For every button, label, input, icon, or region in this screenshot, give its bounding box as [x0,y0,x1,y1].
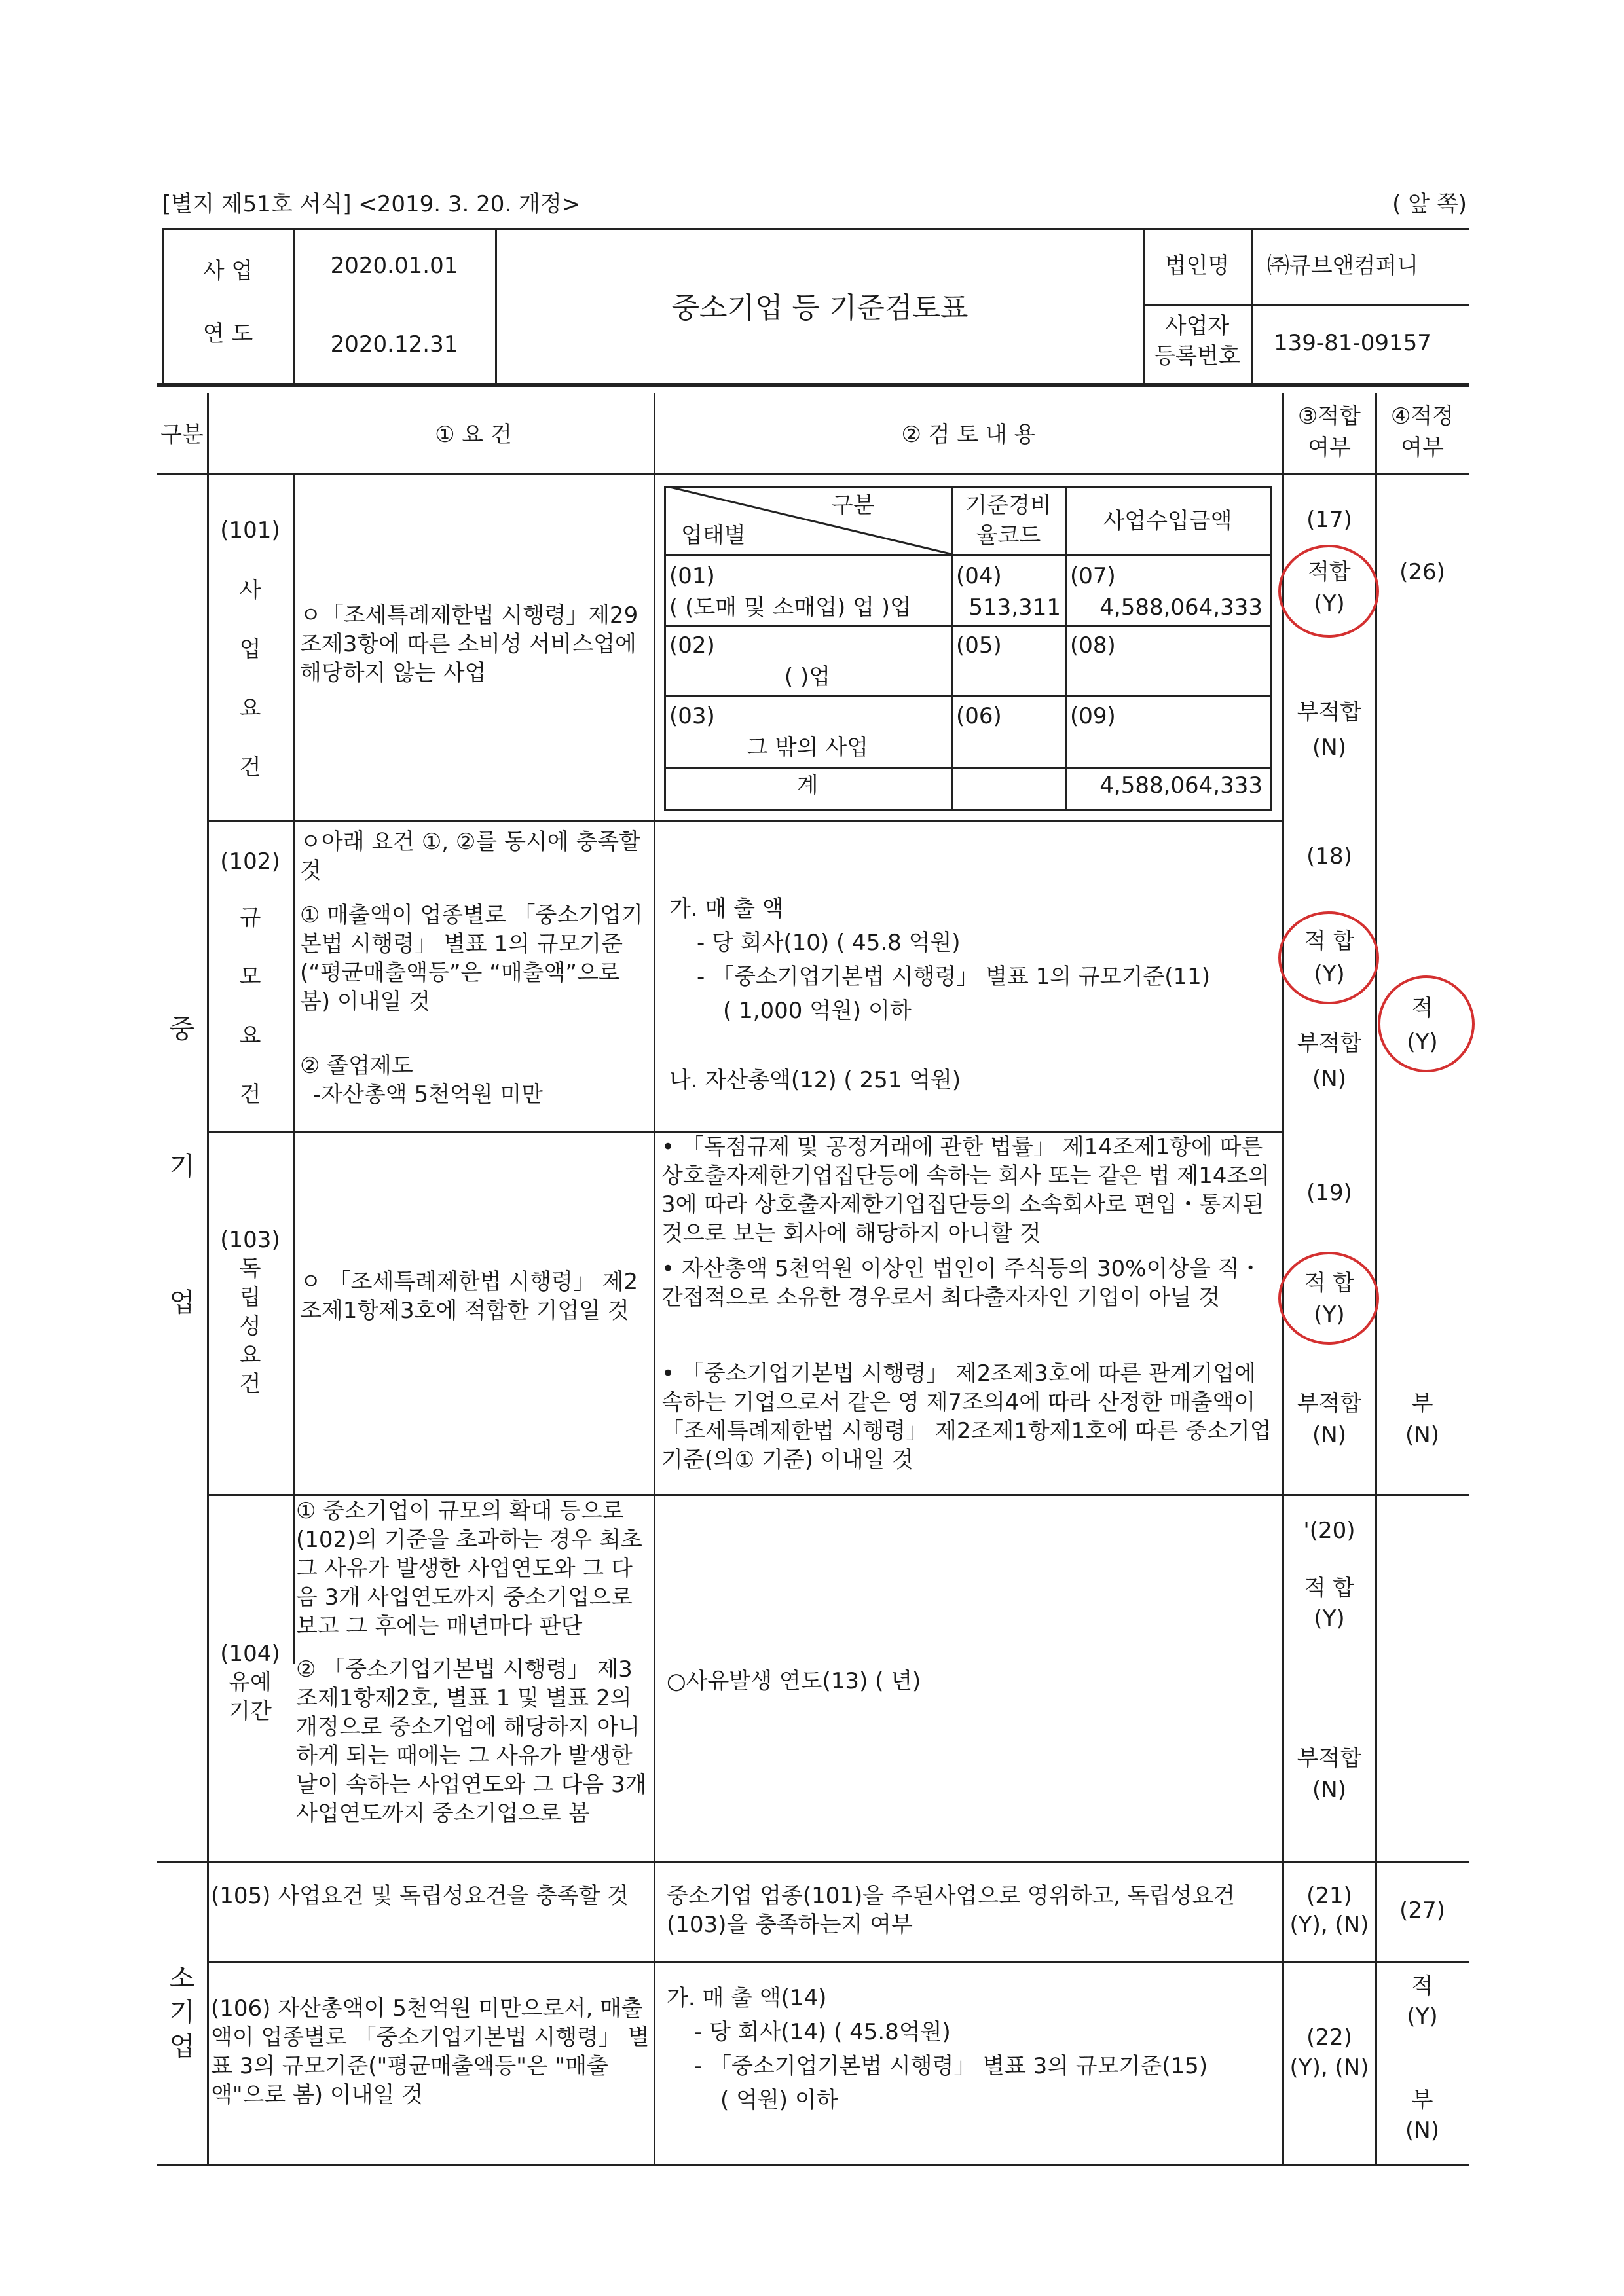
r101-v1: 사 [239,577,261,604]
r102-prop-yes-code: (Y) [1407,1029,1438,1055]
r101-code: (101) [220,517,280,543]
r102-rev-3: - 「중소기업기본법 시행령」 별표 1의 규모기준(11) [697,964,1211,990]
r101-requirement: ㅇ「조세특례제한법 시행령」제29조제3항에 따른 소비성 서비스업에 해당하지 않는 사업 [300,602,638,686]
r101-prop-no: (26) [1399,559,1445,585]
r102-fit-no-label: 부적합 [1297,1030,1362,1057]
biz-year-label-2: 연 도 [202,321,253,347]
table-cell: (05) [956,632,1002,659]
r101-hdr-code-1: 기준경비 [965,492,1052,519]
r104-fit-yes: 적 합 [1304,1575,1355,1601]
table-cell: 4,588,064,333 [1099,594,1263,621]
r103-rev-a: • 「독점규제 및 공정거래에 관한 법률」 제14조제1항에 따른 상호출자제한기업집단등에 속하는 회사 또는 같은 법 제14조의3에 따라 상호출자제한기업집단등의 소속회사로 편입・통지된 것으로 보는 회사에 해당하지 아니할 것 [661,1134,1270,1247]
table-cell: (08) [1070,632,1116,659]
side-mid-3: 업 [169,1288,195,1318]
r101-fit-no-code: (N) [1312,735,1346,761]
col-line-code [293,473,295,1664]
r102-rev-2: - 당 회사(10) ( 45.8 억원) [697,930,961,956]
r101-v3: 요 [239,695,261,721]
r101-hdr-biz: 업태별 [681,522,746,549]
col-header-gubun: 구분 [160,422,204,448]
table-cell: (04) [956,563,1002,589]
r104-fit-yes-code: (Y) [1314,1605,1345,1631]
table-cell: ( )업 [784,664,831,690]
r103-prop-no-code: (N) [1405,1422,1439,1448]
r106-rev-2: - 당 회사(14) ( 45.8억원) [694,2019,951,2045]
corp-name: ㈜큐브앤컴퍼니 [1267,253,1419,279]
r103-requirement: ㅇ 「조세특례제한법 시행령」 제2조제1항제3호에 적합한 기업일 것 [300,1269,638,1324]
col-header-prop-2: 여부 [1401,435,1444,461]
r105-fit-yn: (Y), (N) [1289,1912,1369,1938]
r103-fit-no-label: 부적합 [1297,1391,1362,1417]
side-small-2: 기 [169,1997,195,2028]
r102-v4: 건 [239,1082,261,1108]
r104-fit-no: '(20) [1303,1518,1356,1544]
side-small-3: 업 [169,2032,195,2062]
r102-rev-5: 나. 자산총액(12) ( 251 억원) [669,1067,961,1093]
r103-rev-b: • 자산총액 5천억원 이상인 법인이 주식등의 30%이상을 직・간접적으로 소유한 경우로서 최다출자자인 기업이 아닐 것 [661,1256,1262,1311]
r103-fit-no-code: (N) [1312,1422,1346,1448]
r101-hdr-gubun: 구분 [832,492,875,519]
col-header-fit-1: ③적합 [1297,403,1361,429]
side-mid-2: 기 [169,1152,195,1182]
header-left-line [162,228,164,385]
date-end: 2020.12.31 [330,331,458,357]
r104-review: ○사유발생 연도(13) ( 년) [667,1668,921,1694]
table-cell: (09) [1070,703,1116,729]
r106-prop-yes: 적 [1411,1973,1433,1999]
r101-total-label: 계 [796,773,819,799]
table-cell: 513,311 [969,594,1061,621]
r102-v2: 모 [239,964,261,990]
r104-req-b: ② 「중소기업기본법 시행령」 제3조제1항제2호, 별표 1 및 별표 2의 개정으로 중소기업에 해당하지 아니하게 되는 때에는 그 사유가 발생한 날이 속하는 사업연도와 그 다음 3개 사업연도까지 중소기업으로 봄 [296,1656,647,1827]
r103-fit-no: (19) [1306,1180,1352,1206]
r103-prop-no: 부 [1411,1391,1433,1417]
r103-rev-c: • 「중소기업기본법 시행령」 제2조제3호에 따른 관계기업에 속하는 기업으로서 같은 영 제7조의4에 따라 산정한 매출액이 「조세특례제한법 시행령」 제2조제1항제1호에 따른 중소기업기준(의① 기준) 이내일 것 [661,1360,1272,1473]
r103-v3: 성 [239,1313,261,1339]
r102-prop-yes: 적 [1411,995,1433,1021]
r106-rev-1: 가. 매 출 액(14) [667,1985,827,2011]
form-number: [별지 제51호 서식] <2019. 3. 20. 개정> [162,191,581,217]
r104-code: (104) [220,1641,280,1667]
r102-rev-4: ( 1,000 억원) 이하 [723,998,912,1024]
r101-hdr-amount: 사업수입금액 [1103,508,1232,534]
r102-v3: 요 [239,1023,261,1049]
r104-fit-no-code: (N) [1312,1777,1346,1803]
r106-prop-no-code: (N) [1405,2117,1439,2143]
table-bottom-line [157,2164,1469,2166]
r106-prop-no: 부 [1411,2087,1433,2113]
header-bottom-line [157,383,1469,387]
r106-rev-3: - 「중소기업기본법 시행령」 별표 3의 규모기준(15) [694,2053,1208,2079]
r102-req-a: ㅇ아래 요건 ①, ②를 동시에 충족할 것 [300,829,640,884]
r102-req-c1: ② 졸업제도 [300,1053,413,1079]
side-small-1: 소 [169,1963,195,1994]
reg-no-label-1: 사업자 [1164,313,1230,339]
r101-v2: 업 [239,636,261,663]
r102-prop-mark [1378,975,1475,1072]
r103-fit-yes-code: (Y) [1314,1302,1345,1328]
r103-code: (103) [220,1227,280,1253]
r103-v2: 립 [239,1285,261,1311]
r102-req-b: ① 매출액이 업종별로 「중소기업기본법 시행령」 별표 1의 규모기준(“평균매출액등”은 “매출액”으로 봄) 이내일 것 [300,902,643,1015]
r101-fit-mark [1278,545,1379,638]
date-start: 2020.01.01 [330,253,458,279]
col-header-req: ① 요 건 [435,422,512,448]
r105-review: 중소기업 업종(101)을 주된사업으로 영위하고, 독립성요건(103)을 충족하는지 여부 [667,1883,1236,1938]
r101-total-amount: 4,588,064,333 [1099,773,1263,799]
r106-rev-4: ( 억원) 이하 [720,2087,838,2113]
r101-v4: 건 [239,754,261,780]
table-cell: (07) [1070,563,1116,589]
r104-v1: 유예 [229,1669,272,1696]
r101-fit-yes-code: (Y) [1314,591,1345,617]
r102-code: (102) [220,848,280,875]
r102-fit-mark [1278,911,1379,1004]
r101-fit-no: (17) [1306,507,1352,533]
r103-v1: 독 [239,1256,261,1282]
r103-v5: 건 [239,1371,261,1397]
r105-fit-no: (21) [1306,1883,1352,1909]
r103-fit-mark [1278,1252,1379,1345]
r102-v1: 규 [239,905,261,931]
reg-no: 139-81-09157 [1274,330,1431,356]
r101-fit-no-label: 부적합 [1297,699,1362,725]
r106-fit-yn: (Y), (N) [1289,2054,1369,2081]
r104-req-a: ① 중소기업이 규모의 확대 등으로 (102)의 기준을 초과하는 경우 최초 그 사유가 발생한 사업연도와 그 다음 3개 사업연도까지 중소기업으로 보고 그 후에는 매년마다 판단 [296,1498,642,1639]
r106-prop-yes-code: (Y) [1407,2003,1438,2030]
col-header-prop-1: ④적정 [1390,403,1454,429]
r102-fit-yes-code: (Y) [1314,961,1345,987]
r105-prop-no: (27) [1399,1897,1445,1923]
table-row: (03) [669,703,715,729]
col-header-review: ② 검 토 내 용 [901,422,1036,448]
table-cell: ( (도매 및 소매업) 업 )업 [669,594,912,621]
r106-fit-no: (22) [1306,2024,1352,2050]
r102-fit-no-code: (N) [1312,1066,1346,1092]
r105-requirement: (105) 사업요건 및 독립성요건을 충족할 것 [211,1883,629,1909]
r101-fit-yes: 적합 [1308,559,1351,585]
biz-year-label-1: 사 업 [202,258,253,284]
table-cell: (06) [956,703,1002,729]
side-mid-1: 중 [169,1014,195,1044]
page-side: ( 앞 쪽) [1392,191,1467,217]
table-row: (01) [669,563,715,589]
r106-requirement: (106) 자산총액이 5천억원 미만으로서, 매출액이 업종별로 「중소기업기본법 시행령」 별표 3의 규모기준("평균매출액등"은 "매출액"으로 봄) 이내일 것 [211,1995,650,2108]
page-title: 중소기업 등 기준검토표 [671,291,969,325]
r101-hdr-code-2: 율코드 [976,522,1041,549]
header-top-line [162,228,1469,230]
r102-fit-no: (18) [1306,843,1352,869]
r104-fit-no-label: 부적합 [1297,1745,1362,1772]
table-cell: 그 밖의 사업 [747,735,868,761]
col-header-fit-2: 여부 [1308,435,1351,461]
r103-v4: 요 [239,1342,261,1368]
r102-rev-1: 가. 매 출 액 [669,896,784,922]
r104-v2: 기간 [229,1698,272,1724]
r103-fit-yes: 적 합 [1304,1270,1355,1296]
r102-req-c2: -자산총액 5천억원 미만 [313,1082,544,1108]
reg-no-label-2: 등록번호 [1154,343,1240,369]
col-line-req [654,393,655,2164]
r102-fit-yes: 적 합 [1304,928,1355,955]
table-row: (02) [669,632,715,659]
corp-name-label: 법인명 [1164,253,1230,279]
